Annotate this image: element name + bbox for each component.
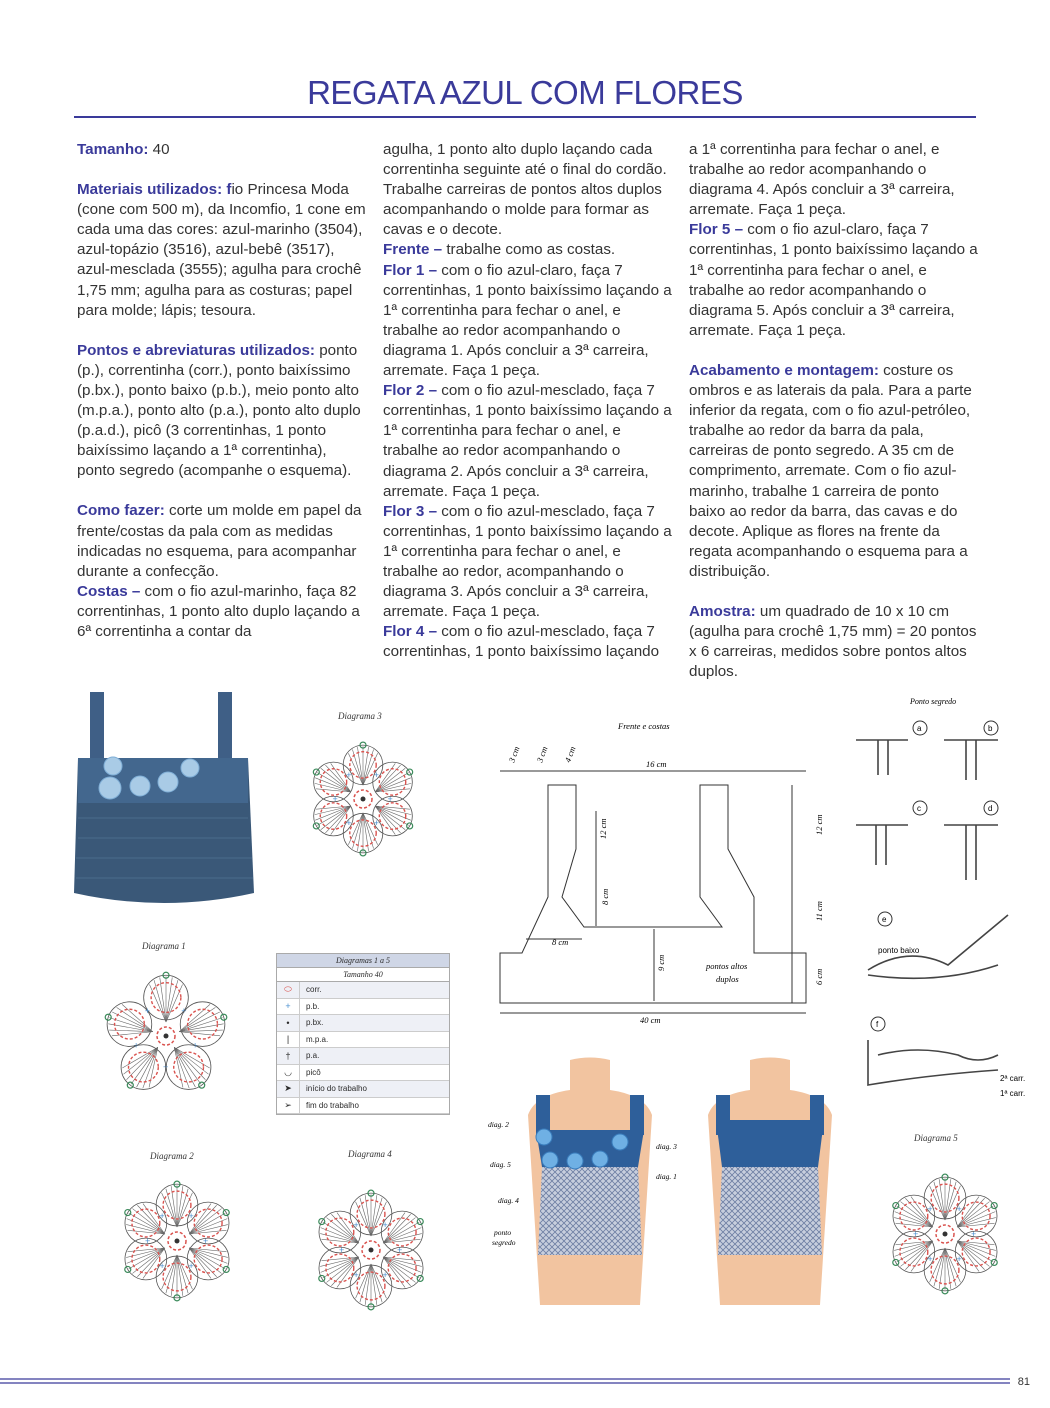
pattern-schema [486, 715, 826, 1035]
flor5-text: com o fio azul-claro, faça 7 correntinhas, 1 ponto baixíssimo laçando a 1ª correntinha para fechar o anel, e trabalhe ao redor acompanhando o diagrama 5. Após concluir a 3ª carreira, arremate. Faça 1 peça. [689, 221, 978, 339]
legend-size: Tamanho 40 [277, 968, 449, 982]
paragraph-materiais [77, 180, 367, 321]
paragraph-flor3 [383, 502, 673, 623]
legend-row [277, 999, 449, 1016]
diagram3-caption: Diagrama 3 [338, 711, 382, 721]
amostra-text: um quadrado de 10 x 10 cm (agulha para crochê 1,75 mm) = 20 pontos x 6 carreiras, medidos sobre pontos altos duplos. [689, 602, 977, 681]
legend-label: p.bx. [306, 1018, 324, 1028]
legend-label: fim do trabalho [306, 1100, 359, 1110]
legend-label: p.a. [306, 1051, 320, 1061]
paragraph-amostra [689, 602, 979, 682]
svg-text:+: + [145, 1236, 151, 1246]
legend-table [276, 953, 450, 1115]
svg-text:+: + [192, 1040, 198, 1051]
segredo-title: Ponto segredo [910, 697, 957, 706]
pattern-note-1: pontos altos [706, 961, 748, 971]
legend-row [277, 1081, 449, 1098]
mannequin-diag4: diag. 4 [498, 1196, 519, 1205]
pattern-3cm-b: 3 cm [534, 744, 550, 764]
mannequin-diag1: diag. 1 [656, 1172, 677, 1181]
svg-text:+: + [373, 817, 380, 828]
paragraph-costas-cont: agulha, 1 ponto alto duplo laçando cada correntinha seguinte até o final do cordão. Trabalhe carreiras de pontos altos duplos acompanhando o molde para formar as cavas e o decote. [383, 141, 667, 239]
amostra-label: Amostra: [689, 602, 756, 620]
tamanho-label: Tamanho: [77, 141, 149, 158]
label-1-carr: 1ª carr. [1000, 1089, 1026, 1098]
svg-text:+: + [332, 794, 338, 804]
pattern-4cm: 4 cm [562, 744, 578, 764]
mannequin-segredo: segredo [492, 1238, 516, 1247]
svg-text:+: + [382, 1219, 388, 1230]
svg-text:+: + [956, 1203, 962, 1214]
paragraph-tamanho [77, 140, 367, 160]
page-title: REGATA AZUL COM FLORES [307, 74, 743, 111]
legend-symbol-icon: • [277, 1015, 300, 1031]
flor1-text: com o fio azul-claro, faça 7 correntinhas, 1 ponto baixíssimo laçando a 1ª correntinha para fechar o anel, e trabalhe ao redor acompanhando o diagrama 1. Após concluir a 3ª carreira, arremate. Faça 1 peça. [383, 261, 672, 380]
svg-text:+: + [346, 817, 352, 828]
legend-label: corr. [306, 985, 322, 995]
diagram2-caption: Diagrama 2 [150, 1151, 194, 1161]
flor2-text: com o fio azul-mesclado, faça 7 correntinhas, 1 ponto baixíssimo laçando a 1ª correntinha para fechar o anel, e trabalhe ao redor acompanhando o diagrama 2. Após concluir a 3ª carreira, arremate. Faça 1 peça. [383, 382, 672, 500]
legend-row [277, 1015, 449, 1032]
tank-top-photo [68, 688, 258, 918]
mannequin-diag2: diag. 2 [488, 1120, 509, 1129]
pattern-12cm-left: 12 cm [598, 818, 608, 839]
legend-symbol-icon: † [277, 1048, 300, 1064]
pattern-title: Frente e costas [618, 721, 670, 731]
legend-rows [277, 982, 449, 1114]
paragraph-flor4-cont: a 1ª correntinha para fechar o anel, e trabalhe ao redor acompanhando o diagrama 4. Após concluir a 3ª carreira, arremate. Faça 1 peça. [689, 141, 955, 219]
costas-text: com o fio azul-marinho, faça 82 correntinhas, 1 ponto alto duplo laçando a 6ª correntinha a contar da [77, 582, 360, 640]
pattern-11cm: 11 cm [814, 901, 824, 921]
paragraph-flor2 [383, 381, 673, 502]
pattern-40cm: 40 cm [640, 1015, 661, 1025]
diagram2-flower [100, 1164, 255, 1319]
svg-text:+: + [203, 1236, 209, 1246]
mannequin-figures [480, 1055, 840, 1315]
paragraph-como [77, 501, 367, 581]
svg-text:+: + [188, 1210, 194, 1221]
svg-text:+: + [397, 1245, 403, 1255]
legend-label: m.p.a. [306, 1034, 329, 1044]
svg-text:+: + [144, 1005, 151, 1016]
legend-row [277, 1032, 449, 1049]
svg-text:+: + [159, 1210, 165, 1221]
svg-text:+: + [188, 1261, 194, 1272]
frente-label: Frente – [383, 241, 443, 259]
costas-label: Costas – [77, 582, 141, 600]
frente-text: trabalhe como as costas. [442, 241, 616, 259]
step-f: f [876, 1020, 879, 1029]
pattern-6cm: 6 cm [814, 968, 824, 985]
legend-row [277, 982, 449, 999]
paragraph-flor1 [383, 261, 673, 382]
svg-text:+: + [133, 1040, 139, 1051]
pattern-9cm: 9 cm [656, 954, 666, 971]
label-ponto-baixo: ponto baixo [878, 946, 920, 955]
diagram3-flower [288, 724, 438, 874]
paragraph-flor4 [383, 622, 673, 662]
legend-symbol-icon: ➤ [277, 1081, 300, 1097]
mannequin-diag3: diag. 3 [656, 1142, 677, 1151]
mannequin-ponto: ponto [494, 1228, 512, 1237]
legend-label: p.b. [306, 1001, 320, 1011]
legend-symbol-icon: ◡ [277, 1065, 300, 1081]
pontos-text: ponto (p.), correntinha (corr.), ponto baixíssimo (p.bx.), ponto baixo (p.b.), meio ponto alto (m.p.a.), ponto alto (p.a.), ponto alto duplo (p.a.d.), picô (3 correntinhas, 1 ponto baixíssimo laçando a 1ª correntinha), ponto segredo (acompanhe o esquema). [77, 341, 361, 480]
pattern-8cm-h: 8 cm [552, 937, 569, 947]
materiais-label: Materiais utilizados: f [77, 181, 232, 199]
legend-symbol-icon: ➢ [277, 1098, 300, 1114]
pattern-8cm-v: 8 cm [600, 888, 610, 905]
legend-row [277, 1065, 449, 1082]
svg-text:+: + [346, 770, 352, 781]
como-text: corte um molde em papel da frente/costas da pala com as medidas indicadas no esquema, para acompanhar durante a confecção. [77, 502, 362, 580]
svg-text:+: + [927, 1203, 933, 1214]
flor3-text: com o fio azul-mesclado, faça 7 correntinhas, 1 ponto baixíssimo laçando a 1ª correntinha para fechar o anel, e trabalhe ao redor, acompanhando o diagrama 3. Após concluir a 3ª carreira, arremate. Faça 1 peça. [383, 502, 672, 621]
legend-symbol-icon: | [277, 1032, 300, 1048]
legend-symbol-icon: + [277, 999, 300, 1015]
svg-text:+: + [387, 794, 393, 804]
pattern-3cm-a: 3 cm [506, 744, 522, 764]
svg-text:+: + [971, 1229, 977, 1239]
paragraph-costas [77, 582, 367, 642]
flor4-text: com o fio azul-mesclado, faça 7 correntinhas, 1 ponto baixíssimo laçando [383, 623, 660, 661]
legend-label: picô [306, 1067, 321, 1077]
como-label: Como fazer: [77, 502, 165, 520]
text-column-3 [689, 140, 979, 682]
diagram5-caption: Diagrama 5 [914, 1133, 958, 1143]
pontos-label: Pontos e abreviaturas utilizados: [77, 341, 315, 359]
label-2-carr: 2ª carr. [1000, 1074, 1026, 1083]
acabamento-label: Acabamento e montagem: [689, 361, 879, 379]
svg-text:+: + [159, 1261, 165, 1272]
step-d: d [988, 804, 993, 813]
flor2-label: Flor 2 – [383, 382, 438, 400]
text-column-1 [77, 140, 367, 642]
title-rule [74, 116, 976, 118]
flor1-label: Flor 1 – [383, 261, 438, 279]
page-number: 81 [1017, 1376, 1030, 1388]
mannequin-diag5: diag. 5 [490, 1160, 511, 1169]
svg-text:+: + [373, 770, 380, 781]
pattern-note-2: duplos [716, 974, 739, 984]
materiais-text: io Princesa Moda (cone com 500 m), da Incomfio, 1 cone em cada uma das cores: azul-marinho (3504), azul-topázio (3516), azul-bebê (3517), azul-mesclada (3555); agulha para crochê 1,75 mm; agulha para as costuras; papel para molde; lápis; tesoura. [77, 181, 366, 319]
step-c: c [917, 804, 921, 813]
tamanho-value: 40 [148, 141, 170, 158]
paragraph-flor5 [689, 220, 979, 341]
legend-row [277, 1048, 449, 1065]
acabamento-text: costure os ombros e as laterais da pala. Para a parte inferior da regata, com o fio azul-petróleo, trabalhe ao redor da barra da pala, carreiras de ponto segredo. A 35 cm de comprimento, arremate. Com o fio azul-marinho, trabalhe 1 carreira de ponto baixo ao redor da barra, das cavas e do decote. Aplique as flores na frente da regata acompanhando o esquema para a distribuição. [689, 361, 972, 580]
pattern-12cm-right: 12 cm [814, 814, 824, 835]
svg-text:+: + [181, 1005, 187, 1016]
flor5-label: Flor 5 – [689, 221, 744, 239]
svg-text:+: + [353, 1270, 359, 1281]
step-b: b [988, 724, 993, 733]
legend-row [277, 1098, 449, 1115]
paragraph-pontos [77, 341, 367, 482]
diagram5-flower [868, 1156, 1023, 1311]
flor4-label: Flor 4 – [383, 623, 438, 641]
diagram1-flower [86, 956, 246, 1116]
svg-text:+: + [956, 1254, 962, 1265]
step-a: a [917, 724, 922, 733]
svg-text:+: + [382, 1270, 388, 1281]
svg-text:+: + [339, 1245, 345, 1255]
paragraph-frente [383, 240, 673, 260]
step-e: e [882, 915, 887, 924]
svg-text:+: + [913, 1229, 919, 1239]
diagram4-flower [296, 1172, 446, 1327]
svg-text:+: + [163, 1062, 169, 1072]
legend-label: início do trabalho [306, 1084, 367, 1094]
diagram1-caption: Diagrama 1 [142, 941, 186, 951]
svg-text:+: + [927, 1254, 933, 1265]
pattern-16cm: 16 cm [646, 759, 667, 769]
svg-text:+: + [353, 1219, 359, 1230]
text-column-2 [383, 140, 673, 662]
ponto-segredo-steps [848, 695, 1028, 1115]
flor3-label: Flor 3 – [383, 502, 438, 520]
footer-rules [0, 1376, 1050, 1386]
paragraph-acabamento [689, 361, 979, 582]
legend-header: Diagramas 1 a 5 [277, 954, 449, 968]
legend-symbol-icon: ⬭ [277, 982, 300, 998]
diagram4-caption: Diagrama 4 [348, 1149, 392, 1159]
